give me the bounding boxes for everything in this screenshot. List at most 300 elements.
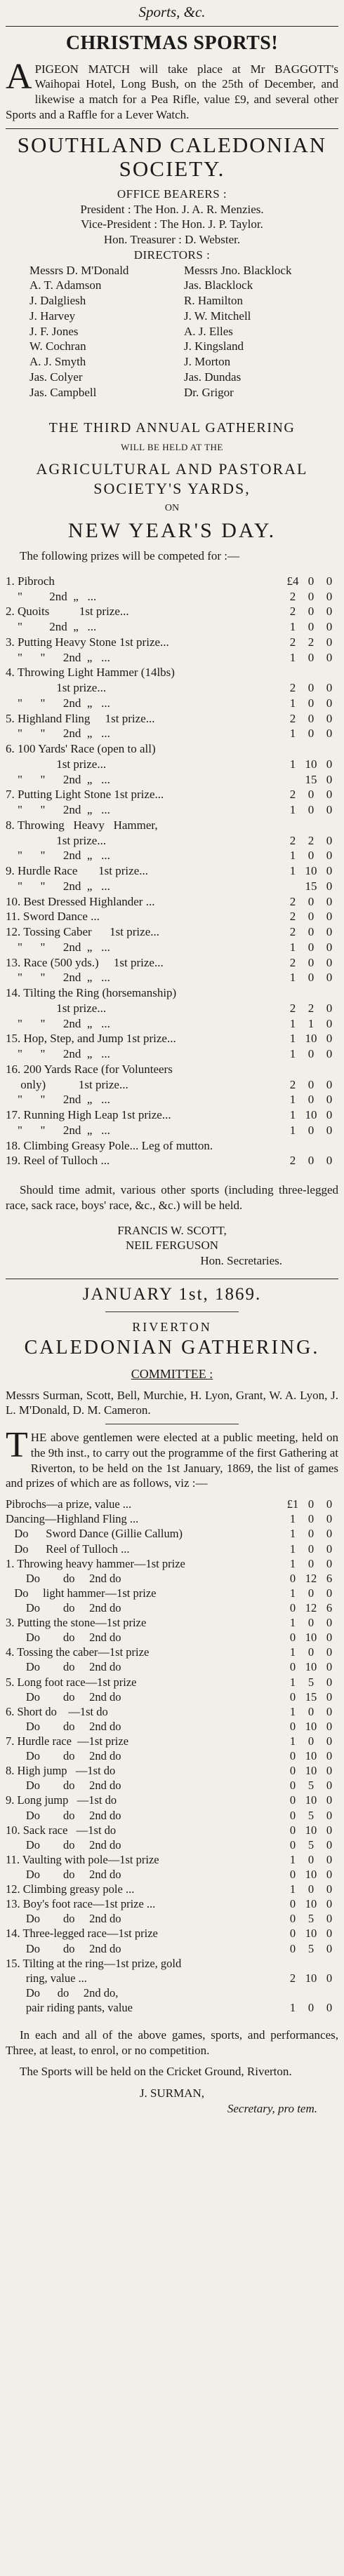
prize-label: 1. Throwing heavy hammer—1st prize xyxy=(6,1556,185,1570)
prize-label: 4. Throwing Light Hammer (14lbs) xyxy=(6,666,175,680)
prize-row xyxy=(6,879,338,894)
prize-pounds: 0 xyxy=(289,1927,296,1941)
gathering-line3: AGRICULTURAL AND PASTORAL xyxy=(36,459,308,478)
director-name: J. Dalgliesh xyxy=(29,294,86,308)
riverton-sig1: J. SURMAN, xyxy=(139,2086,205,2100)
prize-row xyxy=(6,848,338,863)
prize-shillings: 10 xyxy=(305,864,317,878)
prize-label: Do Reel of Tulloch ... xyxy=(6,1542,130,1556)
prize-pence: 0 xyxy=(326,1734,333,1748)
prize-label: 1st prize... xyxy=(6,833,107,847)
prize-label: " " 2nd „ ... xyxy=(6,971,110,985)
prize-pence: 0 xyxy=(326,1852,333,1866)
prize-pence: 0 xyxy=(326,1616,333,1630)
divider xyxy=(6,26,338,27)
prize-row xyxy=(6,680,338,696)
prize-row xyxy=(6,1046,338,1062)
prize-row xyxy=(6,955,338,971)
prize-row xyxy=(6,772,338,788)
director-name: Messrs D. M'Donald xyxy=(29,263,129,277)
prize-row xyxy=(6,726,338,741)
prize-shillings: 0 xyxy=(307,910,315,924)
treasurer: Hon. Treasurer : D. Webster. xyxy=(103,233,241,247)
prize-row xyxy=(6,1092,338,1107)
prize-shillings xyxy=(302,985,320,1001)
prize-pence: 0 xyxy=(326,650,333,664)
prize-shillings: 10 xyxy=(305,1660,317,1674)
prize-shillings xyxy=(302,1956,320,1971)
riverton-place: RIVERTON xyxy=(132,1319,212,1334)
prize-label: Do do 2nd do xyxy=(6,1571,121,1585)
prize-pounds: 1 xyxy=(289,1556,296,1570)
prize-pounds: 1 xyxy=(289,696,296,710)
prize-row xyxy=(6,711,338,727)
prize-label: 15. Hop, Step, and Jump 1st prize... xyxy=(6,1032,176,1046)
gathering-prize-list xyxy=(6,574,338,1168)
prize-row xyxy=(6,1719,338,1734)
prize-pounds: 1 xyxy=(289,1016,296,1030)
prize-shillings: 0 xyxy=(307,1497,315,1511)
prize-pence: 0 xyxy=(326,1154,333,1168)
prize-pounds: 0 xyxy=(289,1631,296,1645)
prize-shillings: 0 xyxy=(307,681,315,695)
director-name: J. F. Jones xyxy=(29,324,79,338)
prize-label: 10. Best Dressed Highlander ... xyxy=(6,894,155,908)
prize-row xyxy=(6,818,338,833)
prize-pence xyxy=(320,1956,338,1971)
gathering-sig2: NEIL FERGUSON xyxy=(125,1239,219,1253)
prize-shillings: 0 xyxy=(307,1882,315,1896)
prize-pence: 0 xyxy=(326,1032,333,1046)
prize-pounds: 0 xyxy=(289,1749,296,1763)
vice-president: Vice-President : The Hon. J. P. Taylor. xyxy=(81,217,263,231)
prize-shillings: 0 xyxy=(307,955,315,969)
prize-shillings: 0 xyxy=(307,1093,315,1107)
gathering-intro: The following prizes will be competed for :— xyxy=(20,549,239,563)
prize-pence: 0 xyxy=(326,1779,333,1793)
director-name: W. Cochran xyxy=(29,339,86,353)
prize-pounds: 1 xyxy=(289,1852,296,1866)
prize-pence: 0 xyxy=(326,1108,333,1122)
prize-pence: 0 xyxy=(326,772,333,786)
prize-shillings: 0 xyxy=(307,1616,315,1630)
prize-row xyxy=(6,589,338,605)
prize-shillings: 0 xyxy=(307,1047,315,1061)
prize-row xyxy=(6,1031,338,1046)
prize-shillings: 5 xyxy=(307,1837,315,1852)
committee-list: Messrs Surman, Scott, Bell, Murchie, H. Lyon, Grant, W. A. Lyon, J. L. M'Donald, D. M. Cameron. xyxy=(6,1388,338,1417)
prize-pounds: 1 xyxy=(289,1645,296,1659)
prize-label: 13. Boy's foot race—1st prize ... xyxy=(6,1897,156,1911)
prize-row xyxy=(6,650,338,666)
prize-shillings: 0 xyxy=(307,696,315,710)
prize-label: " " 2nd „ ... xyxy=(6,772,110,786)
prize-label: Pibrochs—a prize, value ... xyxy=(6,1497,132,1511)
prize-shillings: 10 xyxy=(305,1971,317,1985)
prize-label: Do light hammer—1st prize xyxy=(6,1586,157,1600)
prize-shillings: 2 xyxy=(307,1001,315,1015)
prize-label: 5. Long foot race—1st prize xyxy=(6,1675,137,1689)
prize-pounds: 1 xyxy=(289,1527,296,1541)
prize-pounds: 0 xyxy=(289,1793,296,1807)
prize-row xyxy=(6,1077,338,1093)
prize-pence: 0 xyxy=(326,788,333,802)
prize-shillings xyxy=(302,1138,320,1154)
prize-shillings: 0 xyxy=(307,1527,315,1541)
prize-pounds xyxy=(284,879,302,894)
prize-shillings: 5 xyxy=(307,1808,315,1822)
prize-row xyxy=(6,1001,338,1016)
prize-label: 4. Tossing the caber—1st prize xyxy=(6,1645,150,1659)
prize-pounds: 2 xyxy=(289,1001,296,1015)
prize-label: 13. Race (500 yds.) 1st prize... xyxy=(6,955,164,969)
prize-pence: 0 xyxy=(326,940,333,954)
prize-pence: 0 xyxy=(326,1077,333,1091)
prize-pounds: 1 xyxy=(289,1123,296,1137)
prize-row xyxy=(6,1138,338,1154)
prize-pence: 0 xyxy=(326,1586,333,1600)
prize-row xyxy=(6,1645,338,1659)
prize-row xyxy=(6,1793,338,1807)
prize-pence: 0 xyxy=(326,910,333,924)
prize-pence: 0 xyxy=(326,574,333,588)
prize-row xyxy=(6,1675,338,1690)
prize-pounds: 1 xyxy=(289,1734,296,1748)
prize-row xyxy=(6,1971,338,1985)
director-name: Jas. Dundas xyxy=(184,370,242,384)
prize-label: Do do 2nd do xyxy=(6,1690,121,1704)
prize-pence: 0 xyxy=(326,1660,333,1674)
prize-pence: 0 xyxy=(326,1882,333,1896)
prize-shillings: 10 xyxy=(305,1823,317,1837)
prize-pence: 0 xyxy=(326,1123,333,1137)
prize-pence: 0 xyxy=(326,2000,333,2014)
prize-pounds xyxy=(284,818,302,833)
prize-pounds xyxy=(284,665,302,680)
prize-pence: 0 xyxy=(326,1542,333,1556)
prize-pence: 0 xyxy=(326,711,333,725)
prize-shillings: 10 xyxy=(305,1793,317,1807)
prize-row xyxy=(6,1941,338,1956)
prize-shillings: 0 xyxy=(307,1542,315,1556)
prize-pounds: 2 xyxy=(289,589,296,603)
prize-pence: 0 xyxy=(326,1675,333,1689)
prize-row xyxy=(6,696,338,711)
prize-pounds xyxy=(284,1062,302,1077)
prize-shillings: 5 xyxy=(307,1779,315,1793)
prize-shillings: 0 xyxy=(307,1154,315,1168)
riverton-sig2: Secretary, pro tem. xyxy=(227,2102,317,2116)
prize-row xyxy=(6,2000,338,2015)
prize-label: Do do 2nd do xyxy=(6,1660,121,1674)
prize-pence: 0 xyxy=(326,894,333,908)
prize-row xyxy=(6,1763,338,1778)
director-name: R. Hamilton xyxy=(184,294,244,308)
prize-pence xyxy=(320,1985,338,2000)
prize-pence: 0 xyxy=(326,1001,333,1015)
prize-pounds: £4 xyxy=(286,574,299,588)
prize-row xyxy=(6,1748,338,1763)
prize-pounds: 2 xyxy=(289,1971,296,1985)
prize-shillings xyxy=(302,741,320,757)
prize-pounds: 2 xyxy=(289,833,296,847)
prize-pence: 0 xyxy=(326,1912,333,1926)
prize-shillings: 0 xyxy=(307,1645,315,1659)
prize-row xyxy=(6,833,338,849)
prize-pounds: 0 xyxy=(289,1764,296,1778)
prize-label: " " 2nd „ ... xyxy=(6,1093,110,1107)
director-name: Jas. Blacklock xyxy=(184,278,253,292)
directors-list xyxy=(6,263,338,400)
prize-pounds: 1 xyxy=(289,757,296,771)
prize-row xyxy=(6,741,338,757)
prize-shillings: 10 xyxy=(305,1927,317,1941)
prize-label: 18. Climbing Greasy Pole... Leg of mutton. xyxy=(6,1138,213,1152)
prize-row xyxy=(6,1704,338,1719)
society-title-line1: SOUTHLAND CALEDONIAN xyxy=(17,132,327,157)
prize-label: " " 2nd „ ... xyxy=(6,696,110,710)
prize-pence: 0 xyxy=(326,879,333,893)
director-name: Messrs Jno. Blacklock xyxy=(184,263,292,277)
prize-row xyxy=(6,1778,338,1793)
prize-shillings: 0 xyxy=(307,1556,315,1570)
prize-row xyxy=(6,1153,338,1168)
prize-pence xyxy=(320,985,338,1001)
prize-row xyxy=(6,1571,338,1586)
prize-shillings: 0 xyxy=(307,650,315,664)
prize-label: 16. 200 Yards Race (for Volunteers xyxy=(6,1062,173,1076)
prize-pounds: 0 xyxy=(289,1837,296,1852)
prize-shillings: 1 xyxy=(307,1016,315,1030)
prize-shillings: 10 xyxy=(305,1719,317,1733)
prize-label: " " 2nd „ ... xyxy=(6,879,110,893)
prize-shillings: 0 xyxy=(307,925,315,939)
prize-pounds: 1 xyxy=(289,849,296,863)
prize-row xyxy=(6,1956,338,1971)
prize-row xyxy=(6,1823,338,1837)
prize-shillings: 10 xyxy=(305,1867,317,1881)
prize-shillings: 2 xyxy=(307,833,315,847)
prize-row xyxy=(6,970,338,985)
prize-label: Do do 2nd do xyxy=(6,1631,121,1645)
divider xyxy=(6,128,338,129)
prize-pence: 0 xyxy=(326,1823,333,1837)
prize-pence xyxy=(320,741,338,757)
prize-shillings: 0 xyxy=(307,589,315,603)
prize-label: Do do 2nd do xyxy=(6,1837,121,1852)
prize-pence: 0 xyxy=(326,757,333,771)
prize-row xyxy=(6,863,338,879)
prize-row xyxy=(6,635,338,650)
prize-pence: 0 xyxy=(326,1093,333,1107)
divider-short xyxy=(105,1311,239,1312)
prize-row xyxy=(6,1062,338,1077)
prize-shillings: 0 xyxy=(307,727,315,741)
prize-shillings xyxy=(302,665,320,680)
prize-shillings xyxy=(302,818,320,833)
prize-row xyxy=(6,1690,338,1704)
prize-pence: 6 xyxy=(326,1601,333,1614)
prize-row xyxy=(6,1867,338,1882)
prize-label: 6. 100 Yards' Race (open to all) xyxy=(6,742,156,756)
director-name: A. J. Smyth xyxy=(29,355,86,369)
prize-shillings: 0 xyxy=(307,711,315,725)
prize-pounds: 2 xyxy=(289,605,296,619)
prize-label: Do do 2nd do xyxy=(6,1719,121,1733)
prize-row xyxy=(6,1123,338,1138)
prize-pence xyxy=(320,665,338,680)
prize-row xyxy=(6,1600,338,1615)
prize-pounds xyxy=(284,1956,302,1971)
prize-label: 3. Putting Heavy Stone 1st prize... xyxy=(6,635,169,649)
prize-pounds: 1 xyxy=(289,1512,296,1526)
prize-label: only) 1st prize... xyxy=(6,1077,128,1091)
prize-row xyxy=(6,940,338,955)
society-title xyxy=(6,133,338,181)
prize-shillings: 15 xyxy=(305,772,317,786)
prize-pence: 0 xyxy=(326,1047,333,1061)
prize-pence: 0 xyxy=(326,1764,333,1778)
prize-pence: 0 xyxy=(326,1527,333,1541)
prize-pence: 0 xyxy=(326,1645,333,1659)
prize-shillings: 0 xyxy=(307,1123,315,1137)
prize-label: 11. Vaulting with pole—1st prize xyxy=(6,1852,159,1866)
prize-pence: 0 xyxy=(326,1016,333,1030)
prize-label: 8. High jump —1st do xyxy=(6,1764,116,1778)
prize-pence xyxy=(320,818,338,833)
prize-label: " " 2nd „ ... xyxy=(6,1123,110,1137)
prize-label: " " 2nd „ ... xyxy=(6,1016,110,1030)
prize-label: 5. Highland Fling 1st prize... xyxy=(6,711,155,725)
prize-label: " " 2nd „ ... xyxy=(6,803,110,817)
riverton-dropcap: T xyxy=(6,1425,28,1466)
prize-pounds: 0 xyxy=(289,1941,296,1955)
gathering-sig3: Hon. Secretaries. xyxy=(200,1254,282,1268)
prize-label: Do do 2nd do xyxy=(6,1749,121,1763)
prize-pence: 0 xyxy=(326,1927,333,1941)
prize-row xyxy=(6,1526,338,1541)
riverton-notice xyxy=(6,1425,338,1491)
prize-shillings: 12 xyxy=(305,1571,317,1585)
prize-pence: 0 xyxy=(326,1897,333,1911)
prize-row xyxy=(6,1882,338,1896)
prize-label: 3. Putting the stone—1st prize xyxy=(6,1616,147,1630)
prize-label: " 2nd „ ... xyxy=(6,589,97,603)
prize-label: " " 2nd „ ... xyxy=(6,727,110,741)
prize-pence: 0 xyxy=(326,1867,333,1881)
prize-shillings: 0 xyxy=(307,849,315,863)
director-name: Jas. Campbell xyxy=(29,385,97,399)
prize-label: Do do 2nd do xyxy=(6,1867,121,1881)
prize-label: 9. Long jump —1st do xyxy=(6,1793,117,1807)
prize-pounds: 1 xyxy=(289,1704,296,1718)
prize-label: " " 2nd „ ... xyxy=(6,849,110,863)
prize-pence: 0 xyxy=(326,1556,333,1570)
prize-shillings: 12 xyxy=(305,1601,317,1614)
prize-label: " " 2nd „ ... xyxy=(6,1047,110,1061)
prize-shillings: 0 xyxy=(307,788,315,802)
prize-pounds: 1 xyxy=(289,1675,296,1689)
prize-pounds: 0 xyxy=(289,1912,296,1926)
prize-shillings: 10 xyxy=(305,1631,317,1645)
prize-label: 2. Quoits 1st prize... xyxy=(6,605,129,619)
prize-pounds: 2 xyxy=(289,910,296,924)
prize-shillings: 0 xyxy=(307,1077,315,1091)
director-name: A. T. Adamson xyxy=(29,278,102,292)
prize-pence: 0 xyxy=(326,589,333,603)
prize-shillings: 0 xyxy=(307,803,315,817)
prize-row xyxy=(6,894,338,910)
prize-pounds: 2 xyxy=(289,894,296,908)
prize-row xyxy=(6,1911,338,1926)
prize-pounds: 1 xyxy=(289,1616,296,1630)
prize-label: Do Sword Dance (Gillie Callum) xyxy=(6,1527,183,1541)
prize-label: 15. Tilting at the ring—1st prize, gold xyxy=(6,1956,182,1970)
prize-pence: 0 xyxy=(326,635,333,649)
prize-shillings: 0 xyxy=(307,971,315,985)
prize-row xyxy=(6,909,338,924)
prize-row xyxy=(6,1896,338,1911)
prize-pounds: 2 xyxy=(289,925,296,939)
prize-pence: 0 xyxy=(326,1808,333,1822)
director-name: J. Morton xyxy=(184,355,231,369)
prize-pence: 0 xyxy=(326,620,333,634)
prize-shillings: 0 xyxy=(307,574,315,588)
prize-shillings: 5 xyxy=(307,1675,315,1689)
prize-pounds: 1 xyxy=(289,620,296,634)
prize-pence: 0 xyxy=(326,1719,333,1733)
prize-pounds xyxy=(284,985,302,1001)
prize-pounds: 1 xyxy=(289,1586,296,1600)
prize-pence: 0 xyxy=(326,681,333,695)
prize-pence: 0 xyxy=(326,803,333,817)
prize-pounds xyxy=(284,741,302,757)
prize-label: Dancing—Highland Fling ... xyxy=(6,1512,139,1526)
gathering-line1: THE THIRD ANNUAL GATHERING xyxy=(48,420,296,436)
prize-pence: 0 xyxy=(326,833,333,847)
prize-shillings: 0 xyxy=(307,605,315,619)
prize-row xyxy=(6,1734,338,1748)
prize-row xyxy=(6,604,338,619)
prize-pence: 0 xyxy=(326,1690,333,1704)
prize-pounds: 0 xyxy=(289,1601,296,1614)
prize-pence: 0 xyxy=(326,864,333,878)
prize-label: 1st prize... xyxy=(6,1001,107,1015)
prize-label: " " 2nd „ ... xyxy=(6,650,110,664)
prize-pounds: 2 xyxy=(289,788,296,802)
prize-shillings: 0 xyxy=(307,1852,315,1866)
prize-label: ring, value ... xyxy=(6,1971,87,1985)
prize-row xyxy=(6,1985,338,2000)
prize-shillings: 0 xyxy=(307,1734,315,1748)
prize-pence: 0 xyxy=(326,955,333,969)
prize-row xyxy=(6,802,338,818)
prize-shillings: 10 xyxy=(305,1749,317,1763)
prize-shillings: 0 xyxy=(307,1704,315,1718)
prize-pounds: 0 xyxy=(289,1571,296,1585)
prize-shillings: 0 xyxy=(307,1512,315,1526)
prize-label: 7. Putting Light Stone 1st prize... xyxy=(6,788,164,802)
prize-pence: 0 xyxy=(326,1631,333,1645)
prize-shillings: 5 xyxy=(307,1912,315,1926)
christmas-dropcap: A xyxy=(6,56,32,97)
gathering-line6: NEW YEAR'S DAY. xyxy=(67,518,277,542)
prize-pounds: 0 xyxy=(289,1690,296,1704)
prize-shillings: 2 xyxy=(307,635,315,649)
prize-pence: 0 xyxy=(326,1512,333,1526)
prize-pence: 0 xyxy=(326,605,333,619)
prize-label: 8. Throwing Heavy Hammer, xyxy=(6,818,158,832)
